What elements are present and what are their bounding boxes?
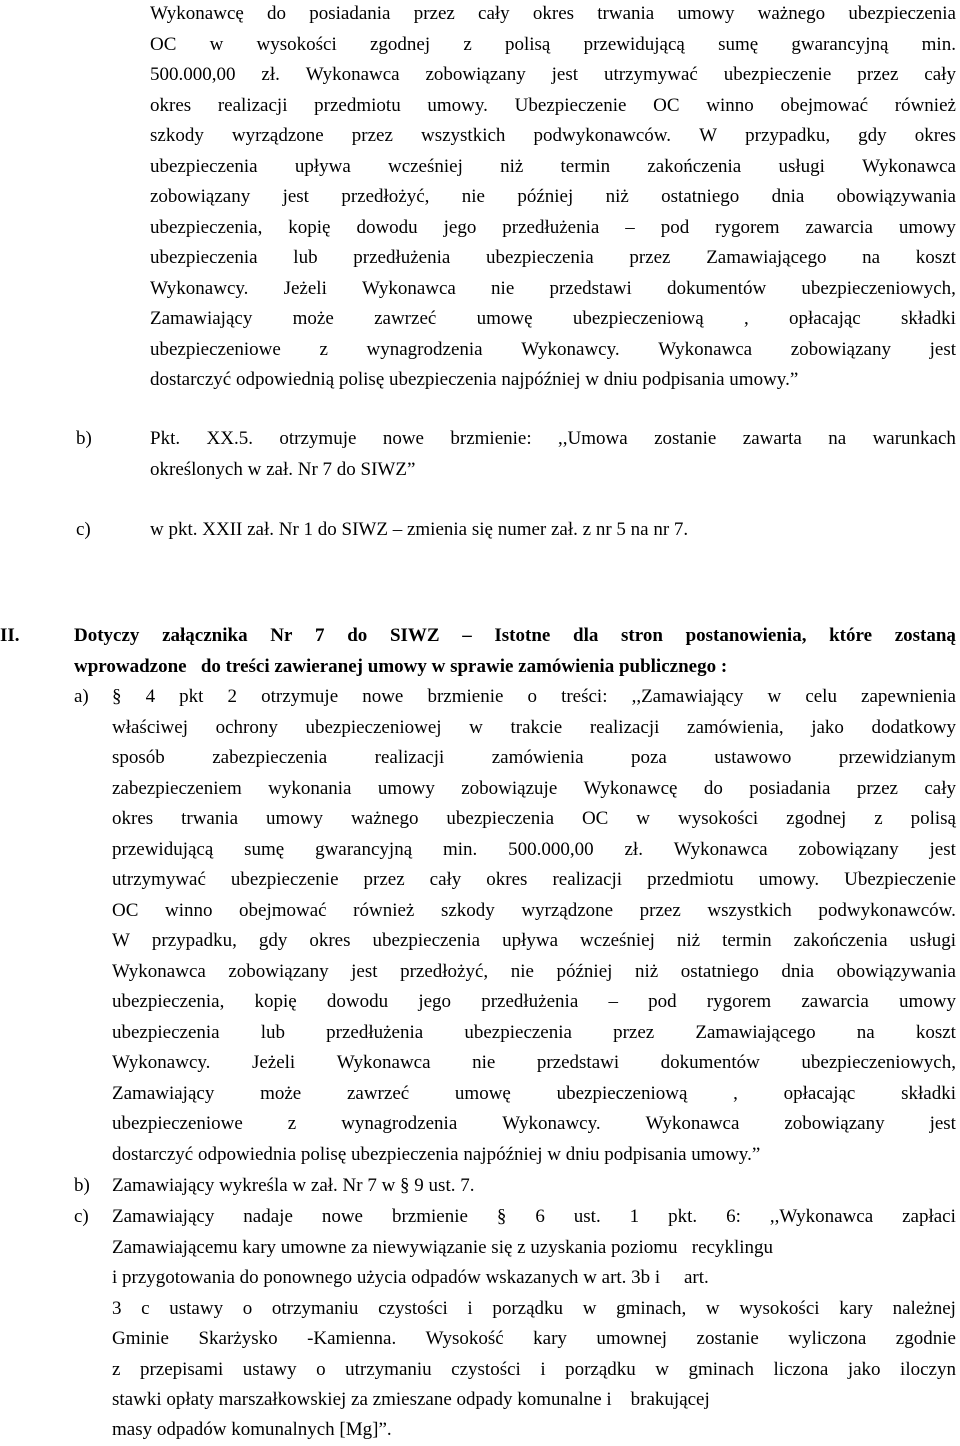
text-line: § 4 pkt 2 otrzymuje nowe brzmienie o treści: ,,Zamawiający w celu zapewnienia	[112, 686, 956, 707]
text-line: ubezpieczenia, kopię dowodu jego przedłużenia – pod rygorem zawarcia umowy	[112, 991, 956, 1012]
text-line: Wykonawcę do posiadania przez cały okres trwania umowy ważnego ubezpieczenia	[150, 3, 956, 24]
text-line: okres realizacji przedmiotu umowy. Ubezpieczenie OC winno obejmować również	[150, 95, 956, 116]
text-line: ubezpieczeniowe z wynagrodzenia Wykonawcy. Wykonawca zobowiązany jest	[150, 339, 956, 360]
text-line: OC w wysokości zgodnej z polisą przewidującą sumę gwarancyjną min.	[150, 34, 956, 55]
text-line: zabezpieczeniem wykonania umowy zobowiązuje Wykonawcę do posiadania przez cały	[112, 778, 956, 799]
text-line: 500.000,00 zł. Wykonawca zobowiązany jest utrzymywać ubezpieczenie przez cały	[150, 64, 956, 85]
text-line: zobowiązany jest przedłożyć, nie później niż ostatniego dnia obowiązywania	[150, 186, 956, 207]
list-label-b: b)	[76, 428, 92, 449]
text-line: ubezpieczenia lub przedłużenia ubezpieczenia przez Zamawiającego na koszt	[150, 247, 956, 268]
text-line: i przygotowania do ponownego użycia odpadów wskazanych w art. 3b i art.	[112, 1267, 709, 1288]
text-line: szkody wyrządzone przez wszystkich podwykonawców. W przypadku, gdy okres	[150, 125, 956, 146]
text-line: sposób zabezpieczenia realizacji zamówienia poza ustawowo przewidzianym	[112, 747, 956, 768]
text-line: Pkt. XX.5. otrzymuje nowe brzmienie: ,,Umowa zostanie zawarta na warunkach	[150, 428, 956, 449]
text-line: określonych w zał. Nr 7 do SIWZ”	[150, 459, 416, 480]
text-line: Wykonawcy. Jeżeli Wykonawca nie przedstawi dokumentów ubezpieczeniowych,	[112, 1052, 956, 1073]
section-number: II.	[0, 625, 20, 646]
text-line: OC winno obejmować również szkody wyrządzone przez wszystkich podwykonawców.	[112, 900, 956, 921]
text-line: okres trwania umowy ważnego ubezpieczenia OC w wysokości zgodnej z polisą	[112, 808, 956, 829]
text-line: dostarczyć odpowiednią polisę ubezpieczenia najpóźniej w dniu podpisania umowy.”	[150, 369, 799, 390]
item-c-text: w pkt. XXII zał. Nr 1 do SIWZ – zmienia się numer zał. z nr 5 na nr 7.	[150, 519, 689, 540]
text-line: Wykonawcy. Jeżeli Wykonawca nie przedstawi dokumentów ubezpieczeniowych,	[150, 278, 956, 299]
section-heading-cont: wprowadzone do treści zawieranej umowy w sprawie zamówienia publicznego :	[74, 656, 728, 677]
text-line: ubezpieczenia lub przedłużenia ubezpieczenia przez Zamawiającego na koszt	[112, 1022, 956, 1043]
text-line: 3 c ustawy o otrzymaniu czystości i porządku w gminach, w wysokości kary należnej	[112, 1298, 956, 1319]
list-label-c2: c)	[74, 1206, 89, 1227]
text-line: ubezpieczeniowe z wynagrodzenia Wykonawcy. Wykonawca zobowiązany jest	[112, 1113, 956, 1134]
text-line: Zamawiający nadaje nowe brzmienie § 6 ust. 1 pkt. 6: ,,Wykonawca zapłaci	[112, 1206, 956, 1227]
section-heading: Dotyczy załącznika Nr 7 do SIWZ – Istotne dla stron postanowienia, które zostaną	[74, 625, 956, 646]
text-line: masy odpadów komunalnych [Mg]”.	[112, 1419, 392, 1440]
text-line: z przepisami ustawy o utrzymaniu czystości i porządku w gminach liczona jako iloczyn	[112, 1359, 956, 1380]
text-line: ubezpieczenia upływa wcześniej niż termin zakończenia usługi Wykonawca	[150, 156, 956, 177]
list-label-a: a)	[74, 686, 89, 707]
text-line: Zamawiający może zawrzeć umowę ubezpieczeniową , opłacając składki	[112, 1083, 956, 1104]
text-line: Zamawiającemu kary umowne za niewywiązanie się z uzyskania poziomu recyklingu	[112, 1237, 774, 1258]
text-line: Gminie Skarżysko -Kamienna. Wysokość kary umownej zostanie wyliczona zgodnie	[112, 1328, 956, 1349]
text-line: właściwej ochrony ubezpieczeniowej w trakcie realizacji zamówienia, jako dodatkowy	[112, 717, 956, 738]
text-line: utrzymywać ubezpieczenie przez cały okres realizacji przedmiotu umowy. Ubezpieczenie	[112, 869, 956, 890]
text-line: stawki opłaty marszałkowskiej za zmieszane odpady komunalne i brakującej	[112, 1389, 710, 1410]
text-line: ubezpieczenia, kopię dowodu jego przedłużenia – pod rygorem zawarcia umowy	[150, 217, 956, 238]
text-line: Wykonawca zobowiązany jest przedłożyć, nie później niż ostatniego dnia obowiązywania	[112, 961, 956, 982]
text-line: W przypadku, gdy okres ubezpieczenia upływa wcześniej niż termin zakończenia usługi	[112, 930, 956, 951]
text-line: dostarczyć odpowiednia polisę ubezpieczenia najpóźniej w dniu podpisania umowy.”	[112, 1144, 761, 1165]
list-label-c: c)	[76, 519, 91, 540]
text-line: przewidującą sumę gwarancyjną min. 500.000,00 zł. Wykonawca zobowiązany jest	[112, 839, 956, 860]
text-line: Zamawiający może zawrzeć umowę ubezpieczeniową , opłacając składki	[150, 308, 956, 329]
section-b-text: Zamawiający wykreśla w zał. Nr 7 w § 9 ust. 7.	[112, 1175, 475, 1196]
list-label-b2: b)	[74, 1175, 90, 1196]
